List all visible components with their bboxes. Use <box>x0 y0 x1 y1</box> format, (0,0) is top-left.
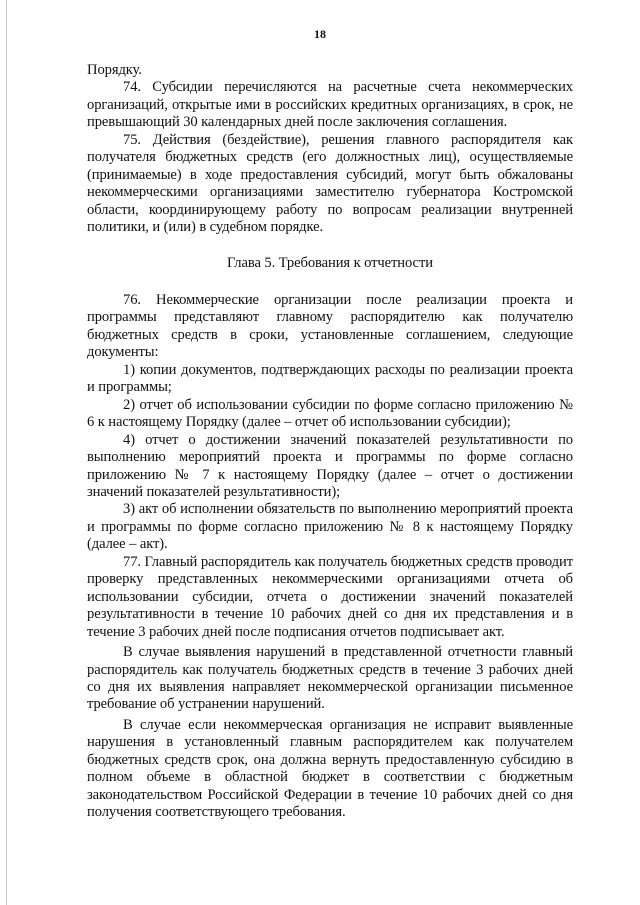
paragraph-refund: В случае если некоммерческая организация не исправит выявленные нарушения в установленный главным распорядителем как получателем бюджетных средств срок, она должна вернуть предоставленную субсидию в полном объеме в областной бюджет в соответствии с бюджетным законодательством Российской Федерации в течение 10 рабочих дней со дня получения соответствующего требования. <box>87 716 573 821</box>
page-number: 18 <box>314 27 326 41</box>
page-edge <box>6 0 7 905</box>
list-item-3: 3) акт об исполнении обязательств по выполнению мероприятий проекта и программы по форме согласно приложению № 8 к настоящему Порядку (далее – акт). <box>87 501 573 553</box>
paragraph-violations: В случае выявления нарушений в представленной отчетности главный распорядитель как получатель бюджетных средств в течение 3 рабочих дней со дня их выявления направляет некоммерческой организации письменное требование об устранении нарушений. <box>87 644 573 713</box>
paragraph-76: 76. Некоммерческие организации после реализации проекта и программы представляют главному распорядителю как получателю бюджетных средств в сроки, установленные соглашением, следующие документы: <box>87 291 573 361</box>
paragraph-75: 75. Действия (бездействие), решения главного распорядителя как получателя бюджетных средств (его должностных лиц), осуществляемые (принимаемые) в ходе предоставления субсидий, могут быть обжалованы некоммерческими организациями заместителю губернатора Костромской области, координирующему работу по вопросам реализации внутренней политики, и (или) в судебном порядке. <box>87 131 573 236</box>
list-item-4: 4) отчет о достижении значений показателей результативности по выполнению мероприятий проекта и программы по форме согласно приложению № 7 к настоящему Порядку (далее – отчет о достижении значений показателей результативности); <box>87 431 573 500</box>
document-body <box>87 62 573 822</box>
paragraph-74: 74. Субсидии перечисляются на расчетные счета некоммерческих организаций, открытые ими в российских кредитных организациях, в срок, не превышающий 30 календарных дней после заключения соглашения. <box>87 79 573 131</box>
paragraph-77: 77. Главный распорядитель как получатель бюджетных средств проводит проверку представленных некоммерческими организациями отчета об использовании субсидии, отчета о достижении значений показателей результативности в течение 10 рабочих дней со дня их представления и в течение 3 рабочих дней после подписания отчетов подписывает акт. <box>87 553 573 640</box>
paragraph-continuation: Порядку. <box>87 62 142 78</box>
list-item-2: 2) отчет об использовании субсидии по форме согласно приложению № 6 к настоящему Порядку (далее – отчет об использовании субсидии); <box>87 396 573 431</box>
list-item-1: 1) копии документов, подтверждающих расходы по реализации проекта и программы; <box>87 361 573 396</box>
chapter-heading: Глава 5. Требования к отчетности <box>227 254 433 271</box>
